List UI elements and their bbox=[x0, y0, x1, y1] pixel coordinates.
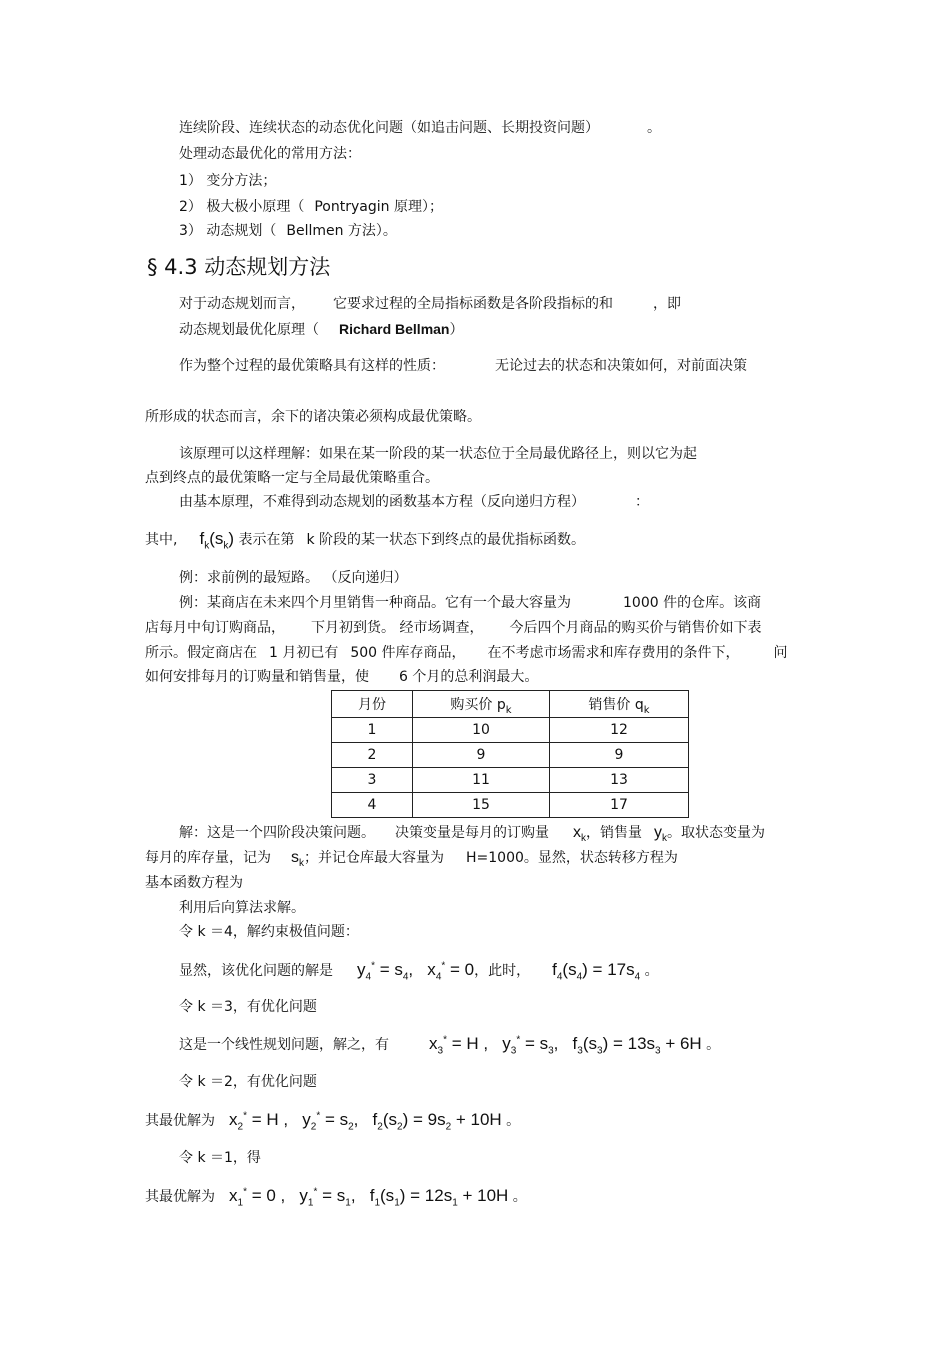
header-buy-price: 购买价 $p_k$ bbox=[413, 691, 550, 718]
table-row bbox=[332, 768, 689, 793]
table-row bbox=[332, 743, 689, 768]
k2-line-1: 令 k ＝2，有优化问题 bbox=[179, 1074, 317, 1090]
p1-line-1: 对于动态规划而言， 它要求过程的全局指标函数是各阶段指标的和 ，即 bbox=[179, 296, 681, 312]
k4-line-2: 显然，该优化问题的解是 $y_4^* = s_4$, $x_4^* = 0$，此时， $f_4(s_4) = 17s_4$ 。 bbox=[179, 960, 659, 983]
k2-line-2: 其最优解为 $x_2^* = H$ , $y_2^* = s_2$, $f_2(s_2) = 9s_2 + 10H$ 。 bbox=[145, 1110, 521, 1133]
solution-line-1: 解：这是一个四阶段决策问题。 决策变量是每月的订购量 $x_k$，销售量 $y_k$。取状态变量为 bbox=[179, 824, 765, 845]
formula-f4: $f_4(s_4) = 17s_4$ bbox=[552, 960, 641, 983]
example-2-line-3: 所示。假定商店在 1 月初已有 500 件库存商品， 在不考虑市场需求和库存费用的条件下， 问 bbox=[145, 645, 788, 661]
method-2: 2） 极大极小原理（ Pontryagin 原理）； bbox=[179, 199, 443, 215]
p3-line-3: 由基本原理，不难得到动态规划的函数基本方程（反向递归方程） ： bbox=[179, 494, 649, 510]
solution-line-4: 利用后向算法求解。 bbox=[179, 900, 305, 916]
formula-k2-solution: $x_2^* = H$ , $y_2^* = s_2$, $f_2(s_2) = 9s_2 + 10H$ bbox=[229, 1110, 502, 1133]
example-2-line-1: 例：某商店在未来四个月里销售一种商品。它有一个最大容量为 1000 件的仓库。该商 bbox=[179, 595, 762, 611]
cell-sell: 13 bbox=[550, 768, 689, 793]
k3-line-1: 令 k ＝3，有优化问题 bbox=[179, 999, 317, 1015]
p2-line-1: 作为整个过程的最优策略具有这样的性质： 无论过去的状态和决策如何，对前面决策 bbox=[179, 358, 747, 374]
cell-sell: 17 bbox=[550, 793, 689, 818]
cell-buy: 15 bbox=[413, 793, 550, 818]
cell-month: 1 bbox=[332, 718, 413, 743]
cell-month: 4 bbox=[332, 793, 413, 818]
method-3: 3） 动态规划（ Bellmen 方法）。 bbox=[179, 223, 397, 239]
intro-line-1: 连续阶段、连续状态的动态优化问题（如追击问题、长期投资问题） 。 bbox=[179, 120, 661, 136]
k1-line-2: 其最优解为 $x_1^* = 0$ , $y_1^* = s_1$, $f_1(s_1) = 12s_1 + 10H$ 。 bbox=[145, 1186, 527, 1209]
p4-line: 其中, $f_k(s_k)$ 表示在第 k 阶段的某一状态下到终点的最优指标函数。 bbox=[145, 529, 586, 552]
section-heading: § 4.3 动态规划方法 bbox=[147, 255, 331, 279]
example-1: 例：求前例的最短路。 （反向递归） bbox=[179, 570, 408, 586]
header-sell-price: 销售价 $q_k$ bbox=[550, 691, 689, 718]
formula-fk-sk: $f_k(s_k)$ bbox=[199, 529, 235, 552]
cell-buy: 9 bbox=[413, 743, 550, 768]
cell-buy: 11 bbox=[413, 768, 550, 793]
formula-k1-solution: $x_1^* = 0$ , $y_1^* = s_1$, $f_1(s_1) = 12s_1 + 10H$ bbox=[229, 1186, 509, 1209]
p2-line-2: 所形成的状态而言，余下的诸决策必须构成最优策略。 bbox=[145, 409, 481, 425]
price-table bbox=[331, 690, 689, 818]
cell-buy: 10 bbox=[413, 718, 550, 743]
k1-line-1: 令 k ＝1，得 bbox=[179, 1150, 261, 1166]
p1-line-2: 动态规划最优化原理（ Richard Bellman） bbox=[179, 321, 464, 338]
solution-line-2: 每月的库存量，记为 $s_k$；并记仓库最大容量为 H=1000。显然，状态转移方程为 bbox=[145, 849, 678, 870]
cell-month: 3 bbox=[332, 768, 413, 793]
method-1: 1） 变分方法； bbox=[179, 173, 277, 189]
table-row bbox=[332, 793, 689, 818]
cell-month: 2 bbox=[332, 743, 413, 768]
example-2-line-4: 如何安排每月的订购量和销售量，使 6 个月的总利润最大。 bbox=[145, 669, 539, 685]
k4-line-1: 令 k ＝4，解约束极值问题： bbox=[179, 924, 359, 940]
p3-line-2: 点到终点的最优策略一定与全局最优策略重合。 bbox=[145, 470, 439, 486]
cell-sell: 9 bbox=[550, 743, 689, 768]
header-month: 月份 bbox=[332, 691, 413, 718]
example-2-line-2: 店每月中旬订购商品， 下月初到货。 经市场调查， 今后四个月商品的购买价与销售价如下表 bbox=[145, 620, 762, 636]
cell-sell: 12 bbox=[550, 718, 689, 743]
k3-line-2: 这是一个线性规划问题，解之，有 $x_3^* = H$ , $y_3^* = s_3$, $f_3(s_3) = 13s_3 + 6H$ 。 bbox=[179, 1034, 721, 1057]
table-header-row bbox=[332, 691, 689, 718]
p3-line-1: 该原理可以这样理解：如果在某一阶段的某一状态位于全局最优路径上，则以它为起 bbox=[179, 446, 697, 462]
table-row bbox=[332, 718, 689, 743]
solution-line-3: 基本函数方程为 bbox=[145, 875, 243, 891]
intro-line-2: 处理动态最优化的常用方法： bbox=[179, 146, 361, 162]
formula-k4-solution: $y_4^* = s_4$, $x_4^* = 0$ bbox=[357, 960, 475, 983]
formula-k3-solution: $x_3^* = H$ , $y_3^* = s_3$, $f_3(s_3) = 13s_3 + 6H$ bbox=[429, 1034, 702, 1057]
